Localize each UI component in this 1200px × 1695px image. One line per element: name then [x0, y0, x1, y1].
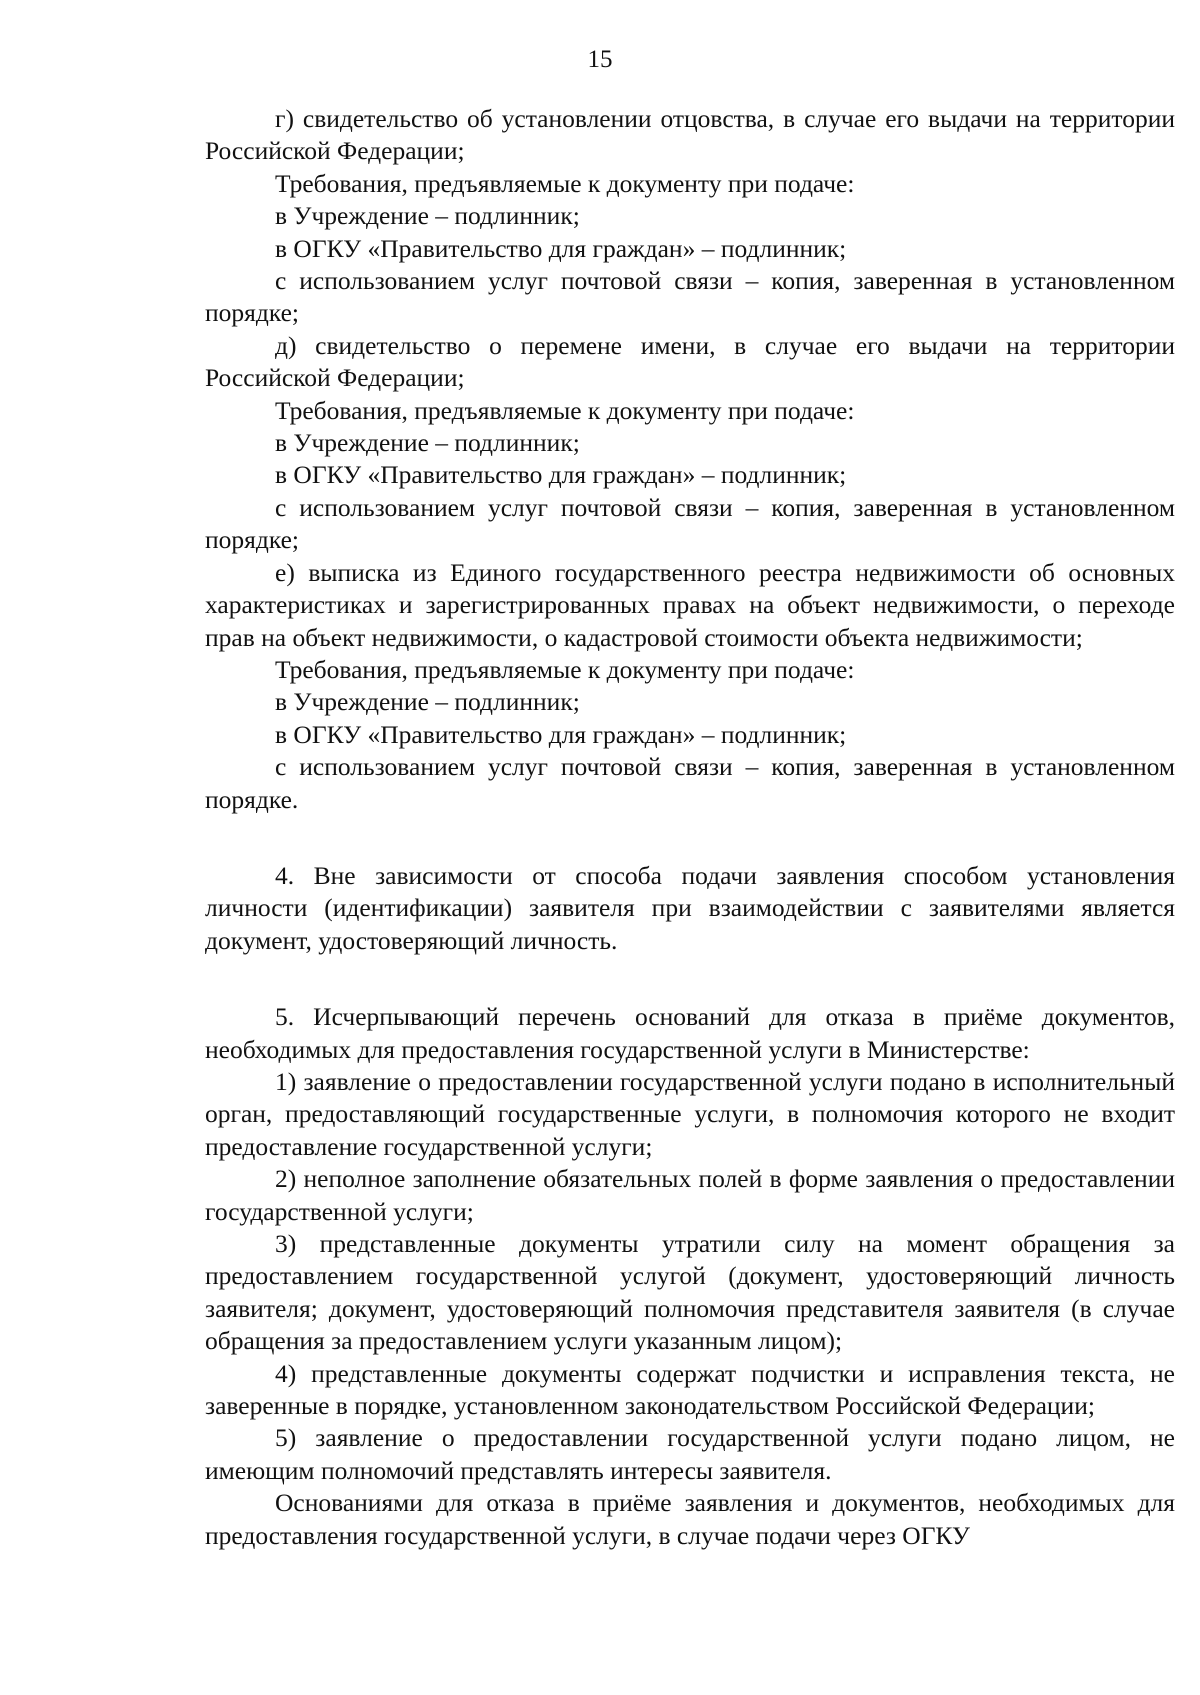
paragraph-postal-copy: с использованием услуг почтовой связи – копия, заверенная в установленном порядке; — [205, 492, 1175, 555]
paragraph-e-real-estate-extract: е) выписка из Единого государственного реестра недвижимости об основных характеристиках и зарегистрированных правах на объект недвижимости, о переходе прав на объект недвижимости, о кадастровой стоимости объекта недвижимости; — [205, 557, 1175, 652]
paragraph-postal-copy: с использованием услуг почтовой связи – копия, заверенная в установленном порядке; — [205, 266, 1175, 328]
paragraph-requirements: Требования, предъявляемые к документу при подаче: — [275, 395, 855, 425]
list-item-4: 4) представленные документы содержат подчистки и исправления текста, не заверенные в порядке, установленном законодательством Российской Федерации; — [205, 1358, 1175, 1421]
document-body — [205, 103, 1175, 1552]
paragraph-ogku-original: в ОГКУ «Правительство для граждан» – подлинник; — [275, 460, 847, 490]
list-item-2: 2) неполное заполнение обязательных полей в форме заявления о предоставлении государственной услуги; — [205, 1164, 1175, 1226]
paragraph-g-birth-paternity: г) свидетельство об установлении отцовства, в случае его выдачи на территории Российской Федерации; — [205, 104, 1175, 166]
paragraph-requirements: Требования, предъявляемые к документу при подаче: — [275, 654, 855, 684]
paragraph-4-identification: 4. Вне зависимости от способа подачи заявления способом установления личности (идентификации) заявителя при взаимодействии с заявителями является документ, удостоверяющий личность. — [205, 860, 1175, 955]
paragraph-5-refusal-grounds: 5. Исчерпывающий перечень оснований для отказа в приёме документов, необходимых для предоставления государственной услуги в Министерстве: — [205, 1002, 1175, 1064]
list-item-3: 3) представленные документы утратили силу на момент обращения за предоставлением государственной услугой (документ, удостоверяющий личность заявителя; документ, удостоверяющий полномочия представителя заявителя (в случае обращения за предоставлением услуги указанным лицом); — [205, 1229, 1175, 1356]
paragraph-ogku-refusal-grounds: Основаниями для отказа в приёме заявления и документов, необходимых для предоставления государственной услуги, в случае подачи через ОГКУ — [205, 1488, 1175, 1550]
page-number: 15 — [587, 46, 613, 73]
paragraph-institution-original: в Учреждение – подлинник; — [275, 428, 580, 458]
paragraph-postal-copy: с использованием услуг почтовой связи – копия, заверенная в установленном порядке. — [205, 752, 1175, 814]
paragraph-institution-original: в Учреждение – подлинник; — [275, 687, 580, 717]
paragraph-spacer — [205, 957, 1175, 1001]
paragraph-institution-original: в Учреждение – подлинник; — [275, 201, 580, 231]
paragraph-spacer — [205, 816, 1175, 860]
list-item-5: 5) заявление о предоставлении государственной услуги подано лицом, не имеющим полномочий представлять интересы заявителя. — [205, 1423, 1175, 1485]
paragraph-requirements: Требования, предъявляемые к документу при подаче: — [275, 168, 855, 198]
paragraph-ogku-original: в ОГКУ «Правительство для граждан» – подлинник; — [275, 233, 847, 263]
list-item-1: 1) заявление о предоставлении государственной услуги подано в исполнительный орган, предоставляющий государственные услуги, в полномочия которого не входит предоставление государственной услуги; — [205, 1066, 1175, 1161]
paragraph-d-name-change: д) свидетельство о перемене имени, в случае его выдачи на территории Российской Федерации; — [205, 330, 1175, 393]
paragraph-ogku-original: в ОГКУ «Правительство для граждан» – подлинник; — [275, 719, 847, 749]
